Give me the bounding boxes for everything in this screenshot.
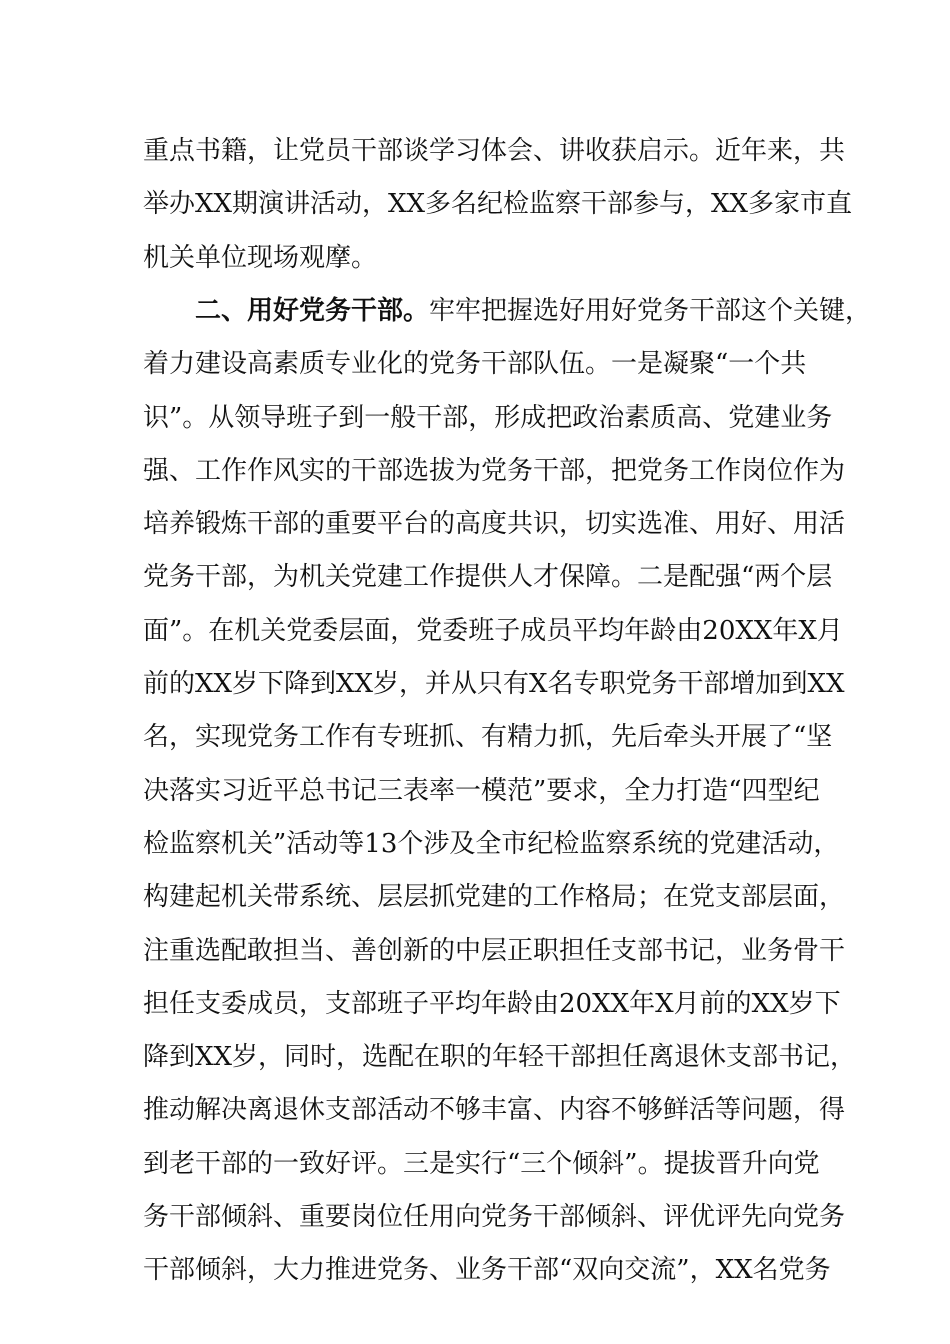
paragraph-1-line: 举办XX期演讲活动，XX多名纪检监察干部参与，XX多家市直 [143, 189, 853, 220]
paragraph-1-line: 机关单位现场观摩。 [143, 242, 378, 273]
paragraph-2-line: 到老干部的一致好评。三是实行“三个倾斜”。提拔晋升向党 [143, 1148, 820, 1179]
paragraph-2-line: 担任支委成员，支部班子平均年龄由20XX年X月前的XX岁下 [143, 988, 841, 1019]
paragraph-2-line: 干部倾斜，大力推进党务、业务干部“双向交流”，XX名党务 [143, 1255, 831, 1286]
paragraph-2-line: 名，实现党务工作有专班抓、有精力抓，先后牵头开展了“坚 [143, 722, 833, 753]
paragraph-2-line: 推动解决离退休支部活动不够丰富、内容不够鲜活等问题，得 [143, 1095, 846, 1126]
paragraph-2-line: 务干部倾斜、重要岗位任用向党务干部倾斜、评优评先向党务 [143, 1202, 846, 1233]
paragraph-2-line: 前的XX岁下降到XX岁，并从只有X名专职党务干部增加到XX [143, 669, 845, 700]
paragraph-2-line: 培养锻炼干部的重要平台的高度共识，切实选准、用好、用活 [143, 509, 846, 540]
paragraph-2-line: 构建起机关带系统、层层抓党建的工作格局；在党支部层面， [143, 882, 846, 913]
section-heading: 二、用好党务干部。 [195, 296, 430, 326]
paragraph-2-line: 党务干部，为机关党建工作提供人才保障。二是配强“两个层 [143, 562, 833, 593]
paragraph-2-line: 识”。从领导班子到一般干部，形成把政治素质高、党建业务 [143, 402, 833, 433]
paragraph-1 [143, 125, 853, 285]
paragraph-2-line: 面”。在机关党委层面，党委班子成员平均年龄由20XX年X月 [143, 615, 843, 646]
paragraph-2-line: 强、工作作风实的干部选拔为党务干部，把党务工作岗位作为 [143, 455, 846, 486]
paragraph-2-line-text: 牢牢把握选好用好党务干部这个关键， [429, 296, 872, 326]
paragraph-2 [143, 285, 872, 1298]
paragraph-2-first-line [143, 285, 872, 338]
paragraph-2-line: 注重选配敢担当、善创新的中层正职担任支部书记，业务骨干 [143, 935, 846, 966]
paragraph-2-line: 降到XX岁，同时，选配在职的年轻干部担任离退休支部书记， [143, 1042, 857, 1073]
paragraph-2-line: 着力建设高素质专业化的党务干部队伍。一是凝聚“一个共 [143, 349, 807, 380]
paragraph-1-line: 重点书籍，让党员干部谈学习体会、讲收获启示。近年来，共 [143, 136, 846, 166]
paragraph-2-line: 检监察机关”活动等13个涉及全市纪检监察系统的党建活动， [143, 828, 840, 859]
paragraph-2-line: 决落实习近平总书记三表率一模范”要求，全力打造“四型纪 [143, 775, 820, 806]
